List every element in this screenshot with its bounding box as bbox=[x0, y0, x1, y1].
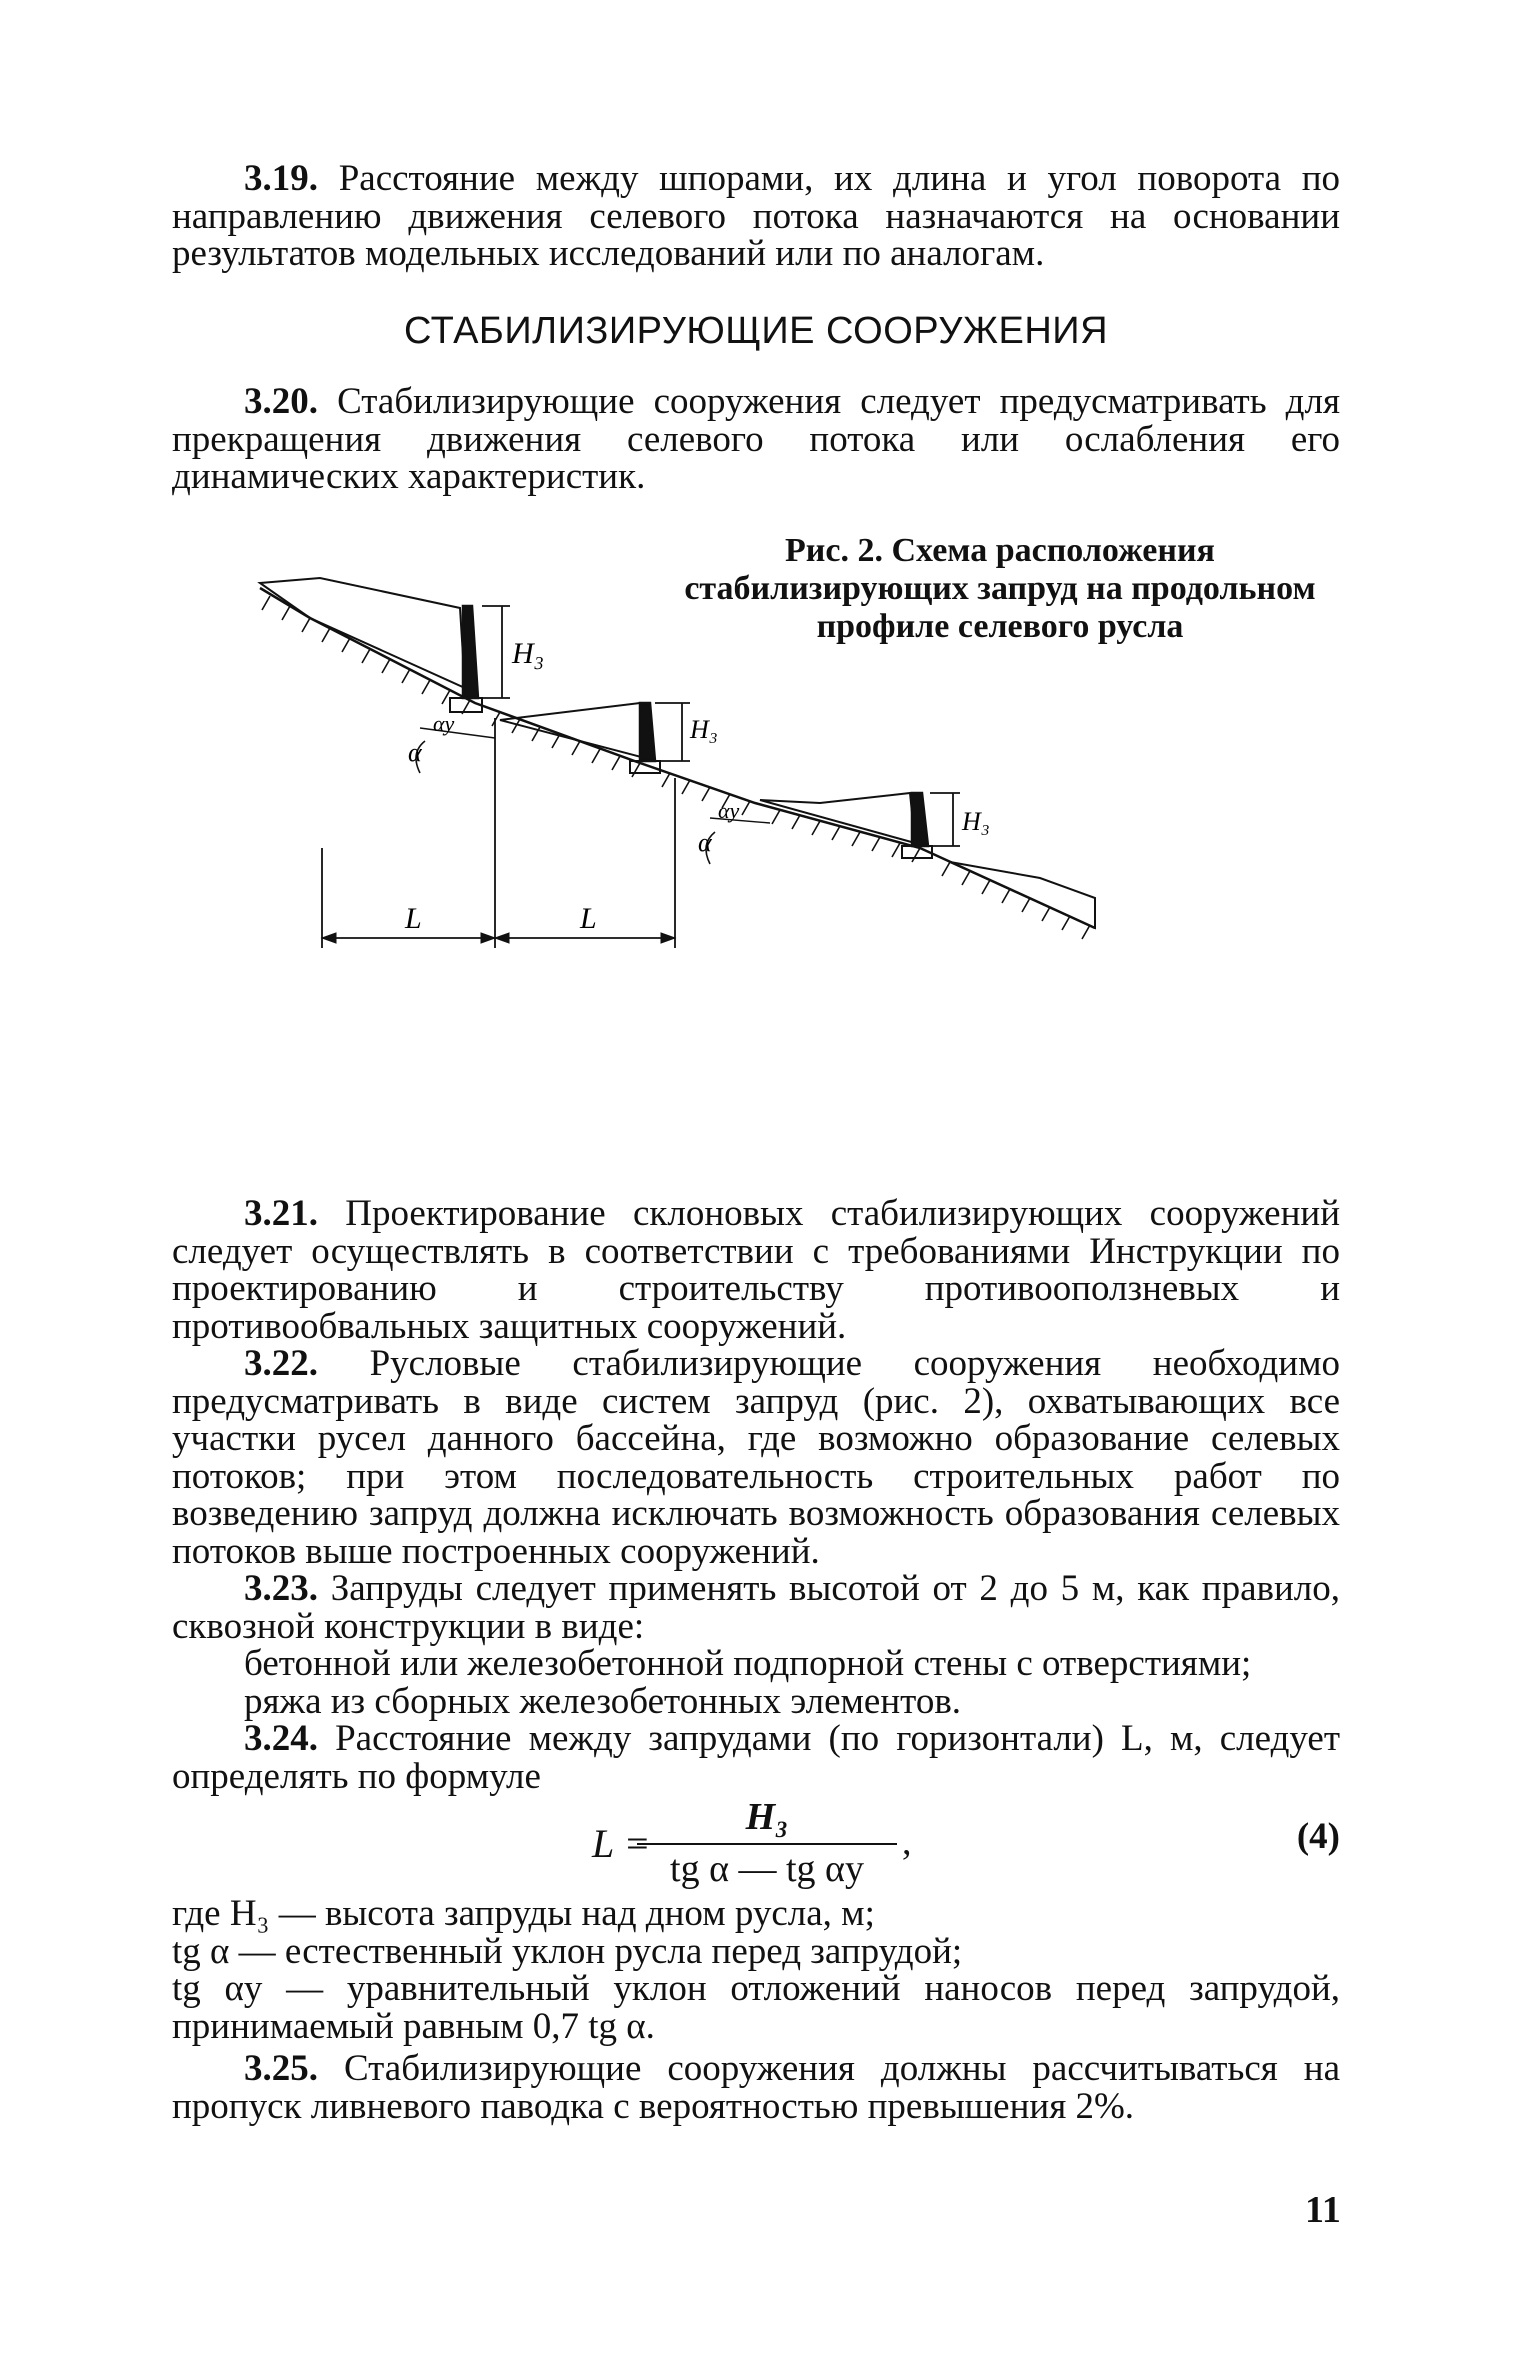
dam-1 bbox=[463, 606, 478, 698]
paragraph-3-19 bbox=[172, 160, 1340, 273]
formula-numerator: H₃ bbox=[745, 1796, 789, 1838]
label-h3-1: H₃ bbox=[512, 637, 545, 670]
para-text: Стабилизирующие сооружения должны рассчитываться на пропуск ливневого паводка с вероятностью превышения 2%. bbox=[172, 2048, 1340, 2127]
legend-line: tg α — естественный уклон русла перед запрудой; bbox=[172, 1930, 963, 1972]
label-alpha-1: α bbox=[408, 738, 422, 767]
para-number: 3.22. bbox=[244, 1343, 318, 1384]
label-l-1: L bbox=[405, 902, 422, 935]
label-alpha-2: α bbox=[698, 828, 712, 857]
paragraph-3-20 bbox=[172, 383, 1340, 496]
label-alpha-y-1: αу bbox=[433, 711, 455, 736]
paragraph-3-25 bbox=[172, 2050, 1340, 2125]
para-text: Расстояние между запрудами (по горизонтали) L, м, следует определять по формуле bbox=[172, 1718, 1340, 1797]
legend-line: где H₃ — высота запруды над дном русла, м; bbox=[172, 1893, 875, 1934]
label-alpha-y-2: αу bbox=[718, 798, 740, 823]
dam-profile-figure bbox=[250, 548, 1290, 1128]
para-text: Русловые стабилизирующие сооружения необходимо предусматривать в виде систем запруд (рис. 2), охватывающих все участки русел данного бассейна, где возможно образование селевых потоков; при этом последовательность строительных работ по возведению запруд должна исключать возможность образования селевых потоков выше построенных сооружений. bbox=[172, 1343, 1340, 1572]
formula-4 bbox=[172, 1795, 1340, 1905]
sediment-wedge-1 bbox=[260, 578, 465, 688]
label-l-2: L bbox=[580, 902, 597, 935]
sediment-wedge-4 bbox=[950, 862, 1095, 928]
para-number: 3.23. bbox=[244, 1568, 318, 1609]
formula-number: (4) bbox=[1296, 1816, 1340, 1857]
para-text: Проектирование склоновых стабилизирующих сооружений следует осуществлять в соответствии с требованиями Инструкции по проектированию и строительству противооползневых и противообвальных защитных сооружений. bbox=[172, 1193, 1340, 1347]
formula-lhs: L = bbox=[592, 1821, 651, 1866]
sediment-wedge-2 bbox=[500, 703, 645, 758]
para-text: Стабилизирующие сооружения следует предусматривать для прекращения движения селевого потока или ослабления его динамических характеристик. bbox=[172, 381, 1340, 497]
para-number: 3.20. bbox=[244, 381, 318, 422]
ground-hatching bbox=[262, 596, 1090, 939]
formula-denominator: tg α — tg αу bbox=[670, 1848, 864, 1890]
paragraphs-3-21-to-3-24 bbox=[172, 1195, 1340, 1795]
fraction-bar bbox=[637, 1843, 897, 1845]
label-h3-3: H₃ bbox=[962, 807, 990, 836]
para-number: 3.24. bbox=[244, 1718, 318, 1759]
channel-bed-line bbox=[260, 588, 1095, 928]
para-text: Запруды следует применять высотой от 2 до 5 м, как правило, сквозной конструкции в виде: bbox=[172, 1568, 1340, 1647]
dam-3 bbox=[912, 793, 928, 846]
para-number: 3.19. bbox=[244, 158, 318, 199]
formula-comma: , bbox=[902, 1821, 912, 1863]
para-text: Расстояние между шпорами, их длина и угол поворота по направлению движения селевого потока назначаются на основании результатов модельных исследований или по аналогам. bbox=[172, 158, 1340, 274]
figure-caption: Рис. 2. Схема расположения стабилизирующих запруд на продольном профиле селевого русла bbox=[684, 532, 1316, 645]
formula-legend bbox=[172, 1895, 1340, 2045]
list-item: ряжа из сборных железобетонных элементов. bbox=[244, 1680, 962, 1722]
label-h3-2: H₃ bbox=[690, 715, 718, 744]
para-number: 3.25. bbox=[244, 2048, 318, 2089]
page-number: 11 bbox=[1305, 2189, 1341, 2231]
sediment-wedge-3 bbox=[760, 793, 915, 843]
dam-2 bbox=[640, 703, 655, 761]
para-number: 3.21. bbox=[244, 1193, 318, 1234]
legend-line: tg αу — уравнительный уклон отложений наносов перед запрудой, принимаемый равным 0,7 tg α. bbox=[172, 1968, 1340, 2047]
section-heading: СТАБИЛИЗИРУЮЩИЕ СООРУЖЕНИЯ bbox=[403, 310, 1109, 352]
formula-fraction bbox=[637, 1795, 897, 1891]
list-item: бетонной или железобетонной подпорной стены с отверстиями; bbox=[244, 1643, 1252, 1684]
